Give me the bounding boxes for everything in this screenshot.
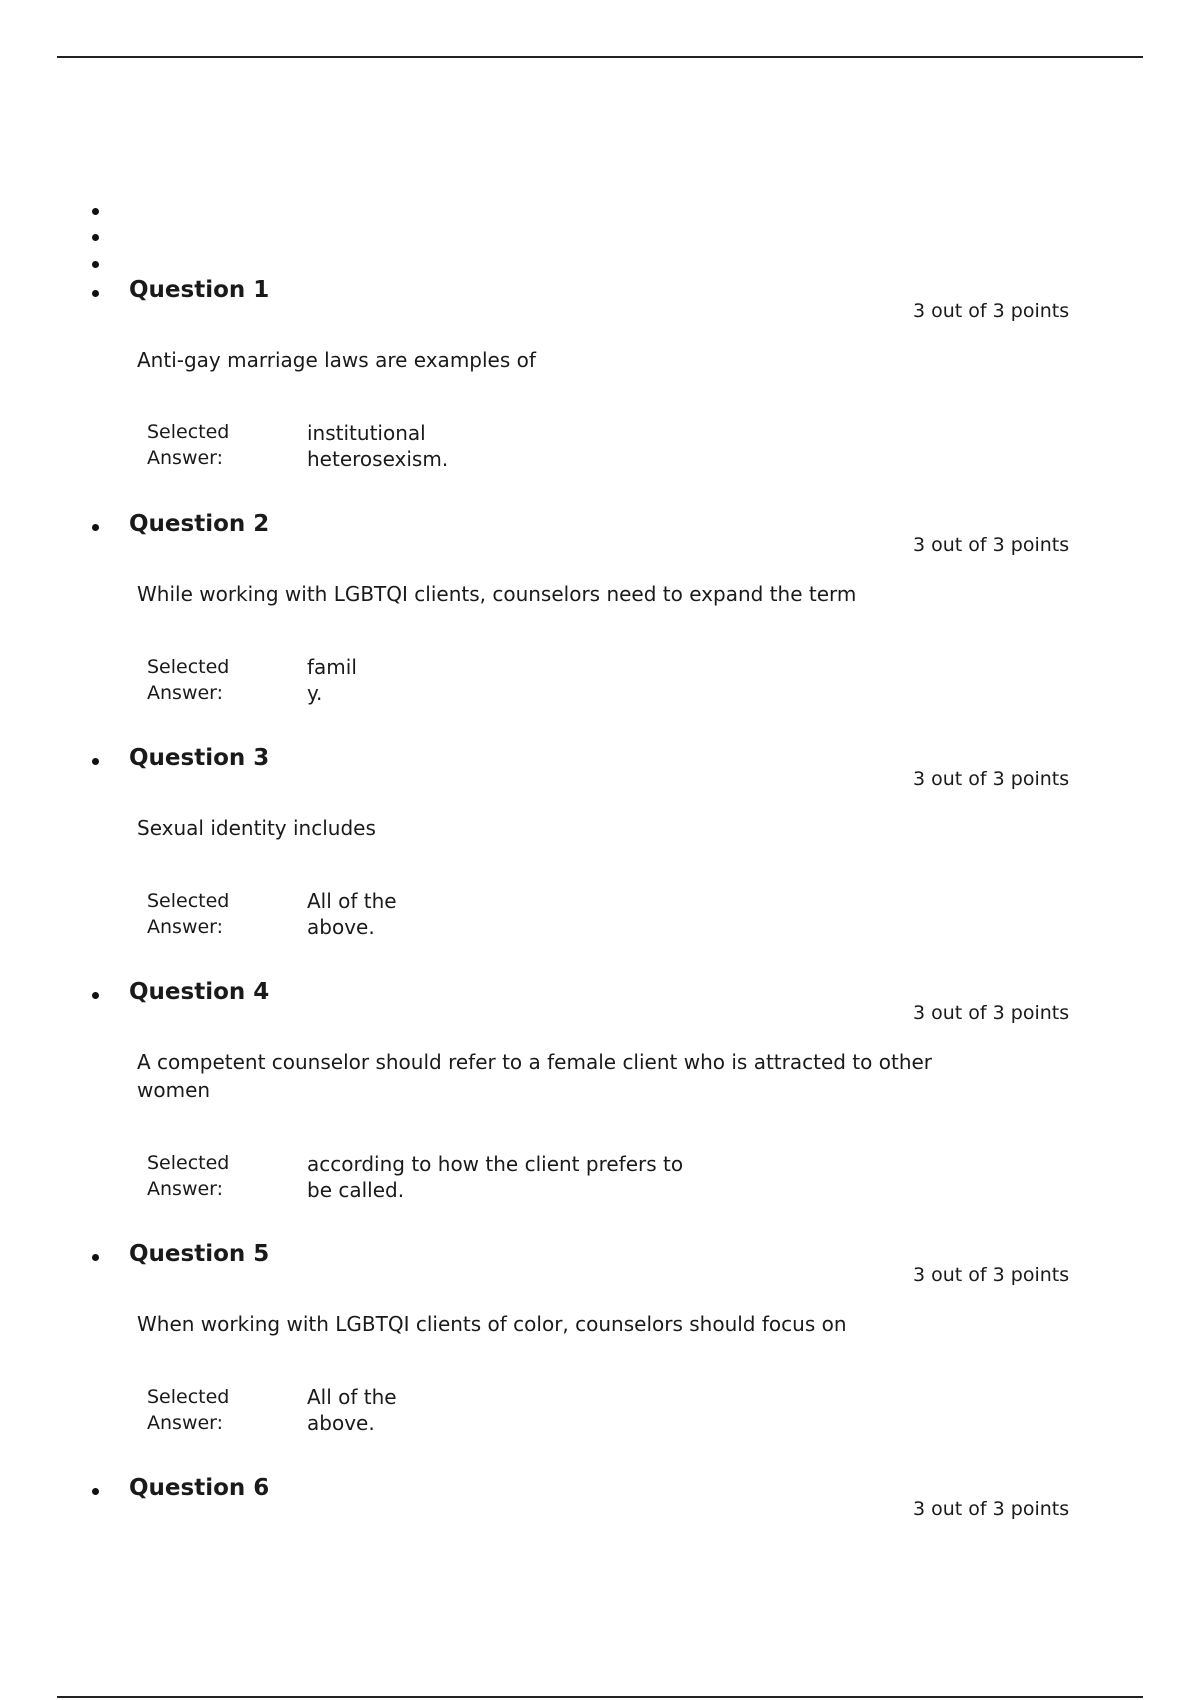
question-title: Question 3 [129,745,270,771]
bullet-icon [92,1488,99,1495]
selected-answer-line-2: heterosexism. [307,447,449,471]
question-text: A competent counselor should refer to a female client who is attracted to other women [137,1050,933,1102]
selected-answer-line-2: be called. [307,1178,405,1202]
selected-answer-label: Selected Answer: [147,656,230,704]
top-divider [57,56,1143,58]
bullet-icon [92,261,99,268]
selected-answer-line-1: institutional [307,421,426,445]
question-points: 3 out of 3 points [913,534,1070,556]
question-title: Question 6 [129,1475,270,1501]
bullet-icon [92,992,99,999]
selected-answer-label: Selected Answer: [147,421,230,469]
question-text: Anti-gay marriage laws are examples of [137,348,536,372]
question-points: 3 out of 3 points [913,1002,1070,1024]
selected-answer-line-2: above. [307,1411,375,1435]
question-title: Question 2 [129,511,270,537]
question-text: While working with LGBTQI clients, counselors need to expand the term [137,582,857,606]
selected-answer-label: Selected Answer: [147,1152,230,1200]
selected-answer-line-1: All of the [307,889,397,913]
bullet-icon [92,1254,99,1261]
question-text: Sexual identity includes [137,816,376,840]
bullet-icon [92,758,99,765]
question-title: Question 5 [129,1241,270,1267]
selected-answer-line-1: famil [307,655,357,679]
selected-answer-line-1: according to how the client prefers to [307,1152,684,1176]
bottom-divider [57,1696,1143,1698]
question-title: Question 1 [129,277,270,303]
bullet-icon [92,290,99,297]
selected-answer-line-2: y. [307,681,323,705]
question-points: 3 out of 3 points [913,1264,1070,1286]
question-points: 3 out of 3 points [913,1498,1070,1520]
selected-answer-line-2: above. [307,915,375,939]
bullet-icon [92,208,99,215]
bullet-icon [92,234,99,241]
question-points: 3 out of 3 points [913,768,1070,790]
selected-answer-label: Selected Answer: [147,890,230,938]
question-text: When working with LGBTQI clients of color, counselors should focus on [137,1312,847,1336]
question-title: Question 4 [129,979,270,1005]
question-points: 3 out of 3 points [913,300,1070,322]
selected-answer-line-1: All of the [307,1385,397,1409]
bullet-icon [92,524,99,531]
selected-answer-label: Selected Answer: [147,1386,230,1434]
